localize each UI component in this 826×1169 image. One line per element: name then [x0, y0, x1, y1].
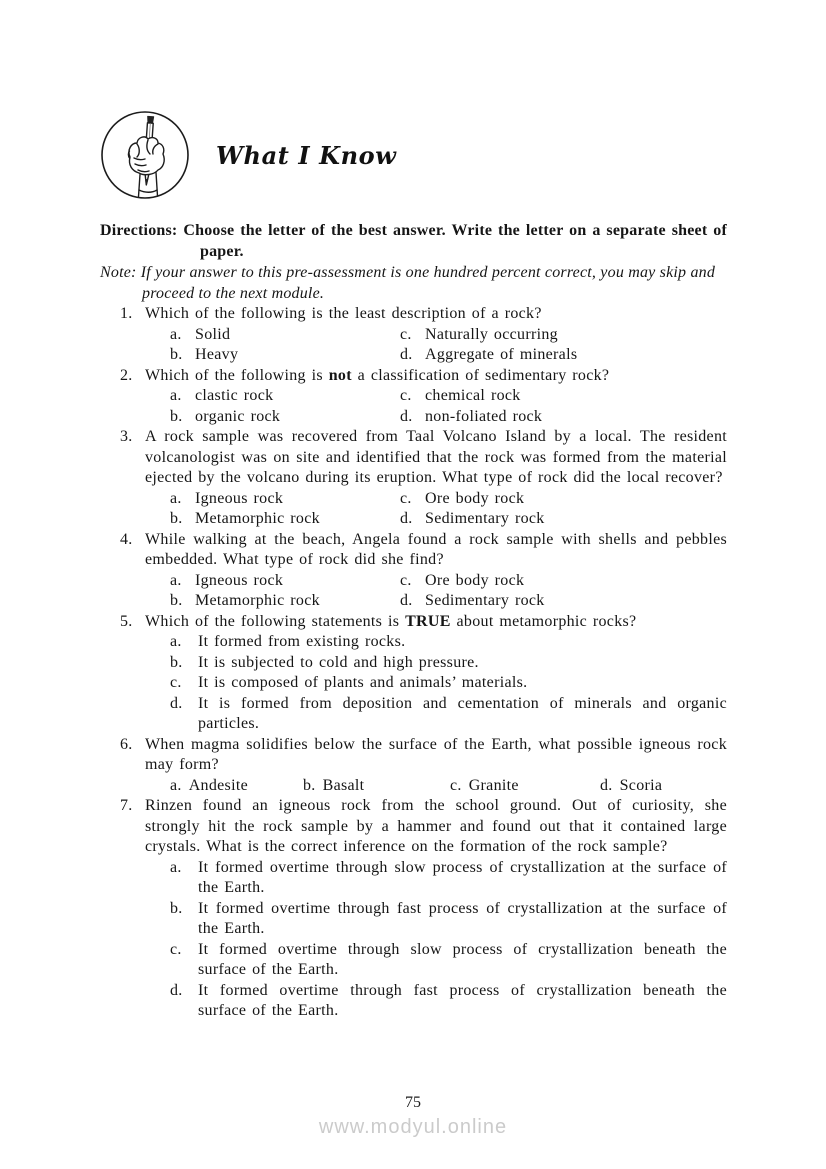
page-title: What I Know — [216, 140, 397, 170]
option-a — [170, 858, 727, 899]
question-stem: When magma solidifies below the surface of the Earth, what possible igneous rock may form? — [145, 735, 727, 773]
option-label: a. — [170, 489, 182, 507]
directions-text: Choose the letter of the best answer. Write the letter on a separate sheet of paper. — [183, 222, 727, 260]
question-4 — [100, 530, 727, 612]
question-stem: Which of the following is the least description of a rock? — [145, 305, 542, 322]
options — [145, 571, 727, 612]
option-label: b. — [303, 776, 316, 794]
option-label: d. — [170, 694, 183, 712]
question-number: 5. — [120, 612, 133, 630]
option-c — [450, 776, 600, 797]
question-body — [145, 366, 727, 428]
option-c — [400, 325, 727, 346]
question-body — [145, 427, 727, 530]
option-a — [170, 386, 400, 407]
option-text: Basalt — [322, 776, 365, 794]
option-label: d. — [400, 407, 413, 425]
option-text: It formed overtime through slow process of crystallization beneath the surface of the Earth. — [198, 940, 727, 978]
question-stem: Which of the following statements is TRUE about metamorphic rocks? — [145, 612, 637, 630]
option-label: c. — [170, 674, 182, 691]
option-c — [400, 386, 727, 407]
option-label: b. — [170, 653, 183, 671]
option-d — [400, 509, 727, 530]
option-label: a. — [170, 325, 182, 343]
note-label: Note: — [100, 264, 137, 281]
option-text: It is subjected to cold and high pressure. — [198, 653, 479, 671]
option-text: It is formed from deposition and cementation of minerals and organic particles. — [198, 694, 727, 732]
option-text: Aggregate of minerals — [425, 346, 578, 363]
note — [100, 262, 727, 304]
option-label: b. — [170, 899, 183, 917]
option-text: Metamorphic rock — [195, 510, 320, 527]
option-label: c. — [170, 940, 182, 958]
directions-label: Directions: — [100, 222, 178, 239]
option-label: b. — [170, 510, 183, 527]
options — [145, 325, 727, 366]
question-7 — [100, 796, 727, 1022]
option-text: Solid — [195, 325, 231, 343]
option-label: a. — [170, 633, 182, 650]
option-d — [400, 345, 727, 366]
option-text: Andesite — [188, 776, 248, 794]
option-label: c. — [400, 387, 412, 404]
option-d — [400, 591, 727, 612]
option-a — [170, 571, 400, 592]
option-c — [400, 489, 727, 510]
option-text: Igneous rock — [195, 571, 284, 589]
option-a — [170, 325, 400, 346]
option-text: clastic rock — [195, 387, 274, 404]
option-label: a. — [170, 858, 182, 876]
options — [145, 386, 727, 427]
question-number: 3. — [120, 428, 133, 445]
option-text: Heavy — [195, 346, 239, 363]
option-a — [170, 489, 400, 510]
option-text: Scoria — [619, 776, 663, 794]
option-a — [170, 632, 727, 653]
options — [145, 776, 727, 797]
option-text: Metamorphic rock — [195, 592, 320, 609]
question-number: 4. — [120, 530, 133, 548]
question-5 — [100, 612, 727, 735]
option-text: Naturally occurring — [425, 325, 558, 343]
option-label: a. — [170, 571, 182, 589]
question-body — [145, 612, 727, 735]
option-b — [170, 407, 400, 428]
option-text: Ore body rock — [425, 571, 525, 589]
option-text: It formed overtime through slow process of crystallization at the surface of the Earth. — [198, 858, 727, 896]
page-footer — [0, 1094, 826, 1139]
option-c — [400, 571, 727, 592]
option-label: a. — [170, 776, 182, 794]
question-number: 1. — [120, 305, 133, 322]
option-c — [170, 673, 727, 694]
option-b — [170, 899, 727, 940]
option-text: Igneous rock — [195, 489, 284, 507]
option-text: Sedimentary rock — [425, 510, 545, 527]
option-b — [170, 509, 400, 530]
option-label: a. — [170, 387, 182, 404]
option-label: b. — [170, 346, 183, 363]
option-text: Granite — [468, 776, 519, 794]
option-label: d. — [400, 510, 413, 527]
option-text: It is composed of plants and animals’ materials. — [198, 674, 528, 691]
option-text: Sedimentary rock — [425, 592, 545, 609]
option-text: organic rock — [195, 407, 281, 425]
question-body — [145, 735, 727, 797]
option-d — [600, 776, 662, 797]
page-number: 75 — [405, 1094, 421, 1111]
section-header — [100, 110, 727, 200]
options — [145, 858, 727, 1022]
options — [145, 632, 727, 735]
option-c — [170, 940, 727, 981]
question-2 — [100, 366, 727, 428]
option-text: It formed overtime through fast process of crystallization at the surface of the Earth. — [198, 899, 727, 937]
option-label: c. — [400, 489, 412, 507]
question-3 — [100, 427, 727, 530]
question-stem: Which of the following is not a classification of sedimentary rock? — [145, 366, 610, 384]
option-label: d. — [400, 592, 413, 609]
option-label: c. — [400, 325, 412, 343]
question-body — [145, 796, 727, 1022]
option-b — [170, 653, 727, 674]
question-stem: A rock sample was recovered from Taal Volcano Island by a local. The resident volcanologist was on site and identified that the rock was formed from the material ejected by the volcano during its eruption. What type of rock did the local recover? — [145, 428, 727, 486]
option-text: Ore body rock — [425, 489, 525, 507]
question-number: 2. — [120, 366, 133, 384]
hand-pencil-icon — [100, 110, 190, 200]
question-number: 7. — [120, 797, 133, 814]
question-number: 6. — [120, 735, 133, 753]
option-text: chemical rock — [425, 387, 521, 404]
option-a — [170, 776, 303, 797]
watermark: www.modyul.online — [318, 1116, 508, 1138]
question-1 — [100, 304, 727, 366]
option-b — [170, 591, 400, 612]
option-label: b. — [170, 407, 183, 425]
question-body — [145, 304, 727, 366]
option-label: c. — [450, 776, 462, 794]
question-stem: While walking at the beach, Angela found a rock sample with shells and pebbles embedded. What type of rock did she find? — [145, 530, 727, 568]
option-label: d. — [170, 981, 183, 999]
option-b — [303, 776, 450, 797]
option-d — [170, 694, 727, 735]
question-body — [145, 530, 727, 612]
option-text: It formed overtime through fast process of crystallization beneath the surface of the Earth. — [198, 981, 727, 1019]
option-d — [400, 407, 727, 428]
option-text: It formed from existing rocks. — [198, 633, 406, 650]
option-b — [170, 345, 400, 366]
option-text: non-foliated rock — [425, 407, 543, 425]
note-text: If your answer to this pre-assessment is one hundred percent correct, you may skip and proceed to the next module. — [140, 264, 716, 302]
option-label: b. — [170, 592, 183, 609]
question-stem: Rinzen found an igneous rock from the school ground. Out of curiosity, she strongly hit the rock sample by a hammer and found out that it contained large crystals. What is the correct inference on the formation of the rock sample? — [145, 797, 727, 855]
question-6 — [100, 735, 727, 797]
option-d — [170, 981, 727, 1022]
question-list — [100, 304, 727, 1022]
option-label: d. — [600, 776, 613, 794]
option-label: c. — [400, 571, 412, 589]
option-label: d. — [400, 346, 413, 363]
directions — [100, 220, 727, 262]
options — [145, 489, 727, 530]
